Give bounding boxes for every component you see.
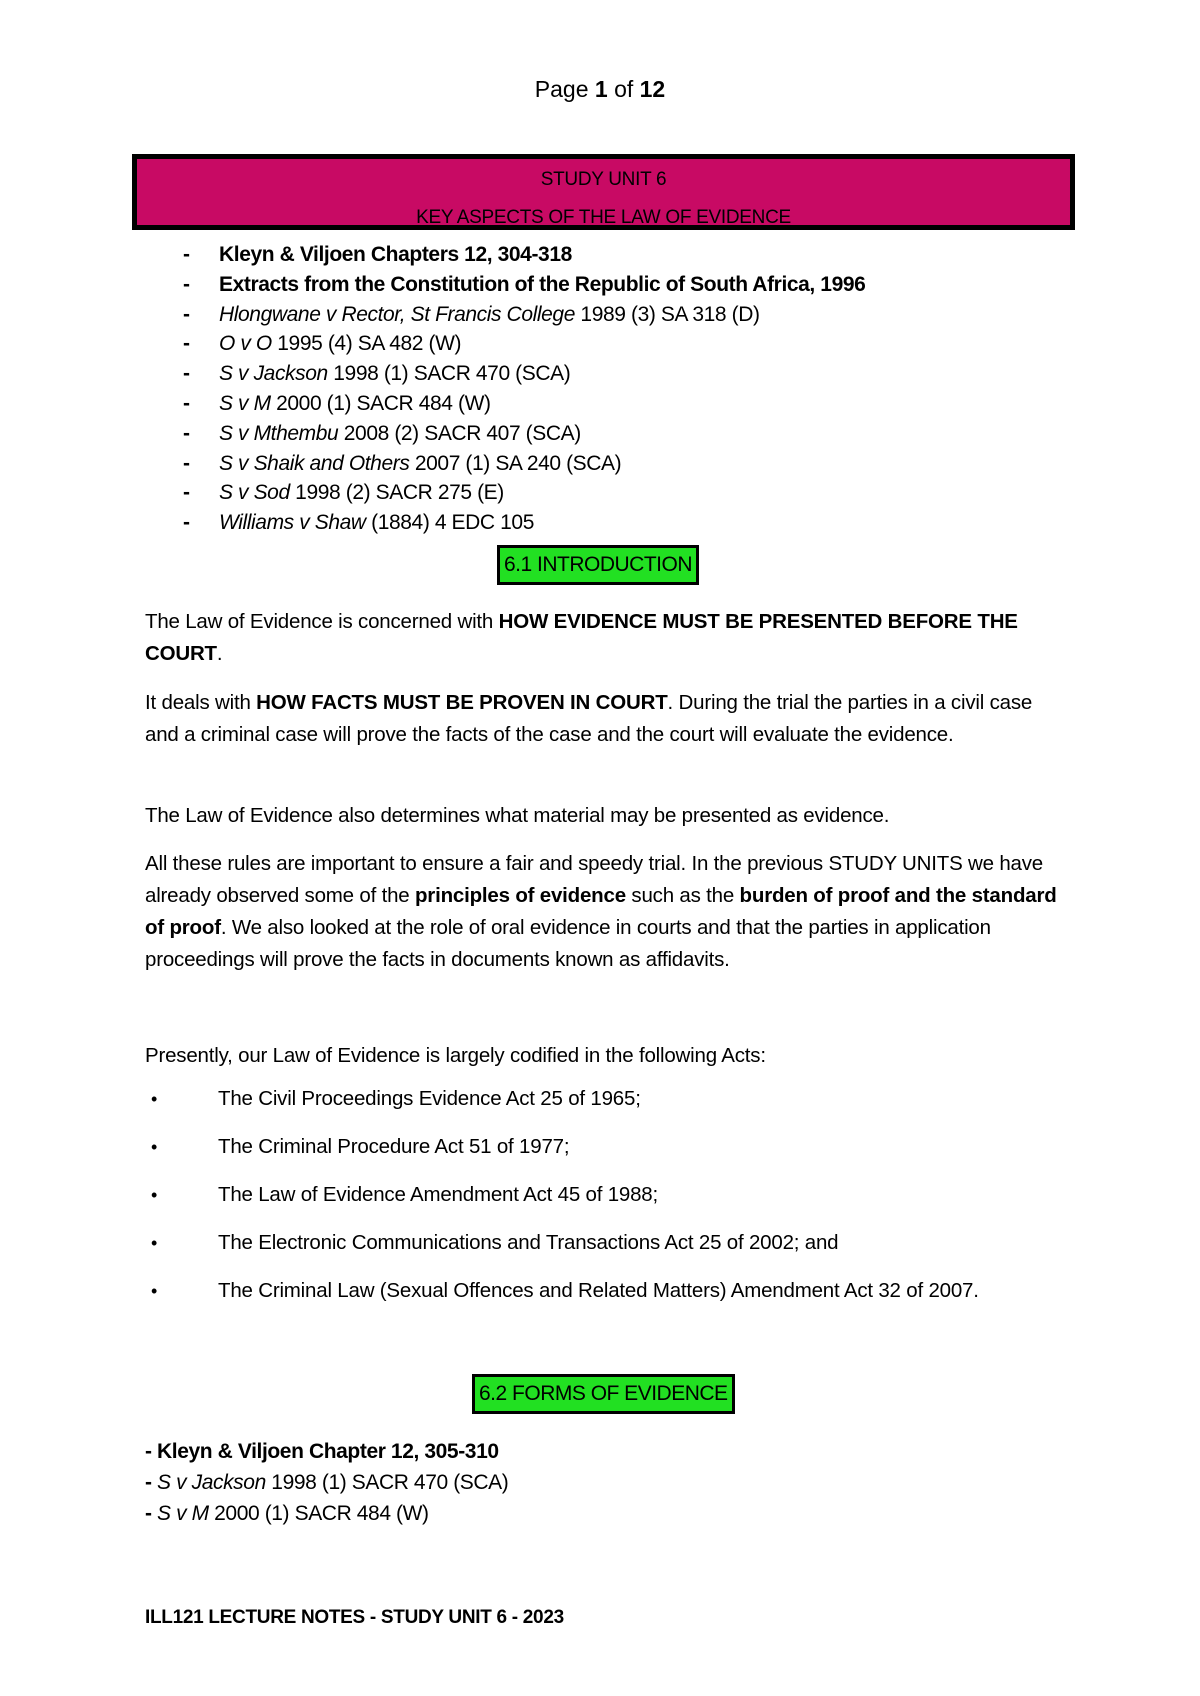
act-item: • The Law of Evidence Amendment Act 45 of 1988;	[151, 1183, 659, 1206]
reference-item: - Hlongwane v Rector, St Francis College 1989 (3) SA 318 (D)	[183, 302, 760, 326]
study-unit-title-box	[132, 154, 1075, 230]
reference-item: - Extracts from the Constitution of the Republic of South Africa, 1996	[183, 272, 866, 296]
act-item: • The Civil Proceedings Evidence Act 25 of 1965;	[151, 1087, 641, 1110]
paragraph-intro-4: All these rules are important to ensure a fair and speedy trial. In the previous STUDY UNITS we have already observed some of the principles of evidence such as the burden of proof and the standard of proof. We also looked at the role of oral evidence in courts and that the parties in application proceedings will prove the facts in documents known as affidavits.	[145, 852, 1057, 971]
page-footer: ILL121 LECTURE NOTES - STUDY UNIT 6 - 2023	[145, 1607, 564, 1628]
paragraph-intro-1: The Law of Evidence is concerned with HOW EVIDENCE MUST BE PRESENTED BEFORE THE COURT.	[145, 610, 1018, 665]
paragraph-intro-2: It deals with HOW FACTS MUST BE PROVEN IN COURT. During the trial the parties in a civil case and a criminal case will prove the facts of the case and the court will evaluate the evidence.	[145, 691, 1033, 746]
study-unit-number: STUDY UNIT 6	[540, 169, 667, 190]
reference-item: - Williams v Shaw (1884) 4 EDC 105	[183, 511, 534, 535]
reference-item: - S v Jackson 1998 (1) SACR 470 (SCA)	[145, 1471, 509, 1494]
section-heading-introduction: 6.1 INTRODUCTION	[497, 545, 699, 585]
paragraph-intro-3: The Law of Evidence also determines what material may be presented as evidence.	[145, 804, 890, 827]
act-item: • The Criminal Law (Sexual Offences and Related Matters) Amendment Act 32 of 2007.	[151, 1279, 979, 1302]
paragraph-acts-intro: Presently, our Law of Evidence is largely codified in the following Acts:	[145, 1044, 766, 1067]
study-unit-title: KEY ASPECTS OF THE LAW OF EVIDENCE	[416, 207, 791, 228]
act-item: • The Criminal Procedure Act 51 of 1977;	[151, 1135, 570, 1158]
reference-list	[183, 240, 865, 538]
reference-item: - S v M 2000 (1) SACR 484 (W)	[145, 1502, 429, 1525]
reference-item: - S v Jackson 1998 (1) SACR 470 (SCA)	[183, 362, 571, 386]
acts-list	[145, 1083, 979, 1323]
reference-item: - O v O 1995 (4) SA 482 (W)	[183, 332, 462, 356]
act-item: • The Electronic Communications and Transactions Act 25 of 2002; and	[151, 1231, 839, 1254]
reference-item: - S v Mthembu 2008 (2) SACR 407 (SCA)	[183, 421, 581, 445]
section-heading-forms-of-evidence: 6.2 FORMS OF EVIDENCE	[472, 1374, 735, 1414]
forms-reference-list	[145, 1436, 508, 1529]
page-number: Page 1 of 12	[534, 76, 666, 102]
reference-item: - Kleyn & Viljoen Chapter 12, 305-310	[145, 1440, 499, 1463]
reference-item: - S v Shaik and Others 2007 (1) SA 240 (SCA)	[183, 451, 622, 475]
reference-item: - S v Sod 1998 (2) SACR 275 (E)	[183, 481, 504, 505]
reference-item: - S v M 2000 (1) SACR 484 (W)	[183, 391, 491, 415]
reference-item: - Kleyn & Viljoen Chapters 12, 304-318	[183, 243, 572, 266]
